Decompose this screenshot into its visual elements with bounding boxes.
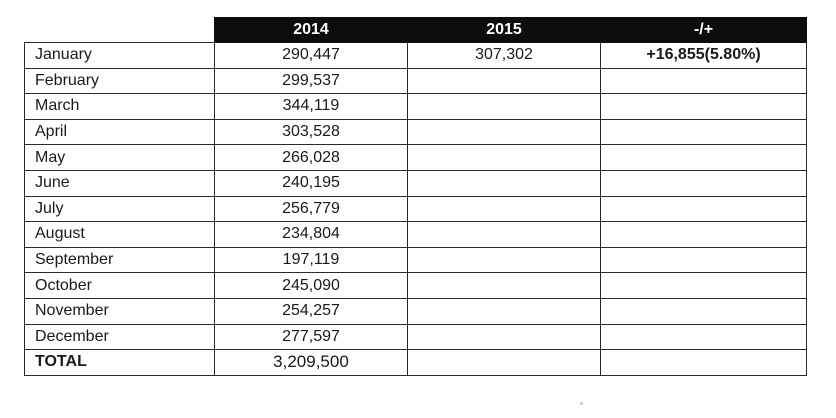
- header-2015: 2015: [408, 18, 601, 43]
- difference-cell: [601, 273, 807, 299]
- value-2015-cell: [408, 298, 601, 324]
- difference-cell: [601, 68, 807, 94]
- value-2014-cell: 299,537: [215, 68, 408, 94]
- table-row: [25, 324, 807, 350]
- value-2014-cell: 245,090: [215, 273, 408, 299]
- month-cell: July: [25, 196, 215, 222]
- month-cell: April: [25, 119, 215, 145]
- header-difference: -/+: [601, 18, 807, 43]
- value-2014-cell: 266,028: [215, 145, 408, 171]
- monthly-comparison-table: [24, 17, 807, 376]
- header-2014: 2014: [215, 18, 408, 43]
- table-row: [25, 43, 807, 69]
- month-cell: August: [25, 222, 215, 248]
- value-2014-cell: 240,195: [215, 170, 408, 196]
- value-2015-cell: [408, 145, 601, 171]
- difference-cell: [601, 222, 807, 248]
- difference-cell: [601, 170, 807, 196]
- month-cell: February: [25, 68, 215, 94]
- table-row: [25, 94, 807, 120]
- month-cell: September: [25, 247, 215, 273]
- month-cell: November: [25, 298, 215, 324]
- difference-cell: [601, 145, 807, 171]
- value-2014-cell: 234,804: [215, 222, 408, 248]
- total-2015-cell: [408, 350, 601, 376]
- value-2014-cell: 344,119: [215, 94, 408, 120]
- table-row: [25, 273, 807, 299]
- value-2014-cell: 254,257: [215, 298, 408, 324]
- header-corner-cell: [25, 18, 215, 43]
- scan-speck: [580, 402, 583, 405]
- table-row: [25, 222, 807, 248]
- difference-cell: [601, 119, 807, 145]
- value-2015-cell: [408, 196, 601, 222]
- month-cell: January: [25, 43, 215, 69]
- value-2015-cell: [408, 247, 601, 273]
- table-row: [25, 247, 807, 273]
- table-body: [25, 43, 807, 376]
- value-2015-cell: [408, 170, 601, 196]
- month-cell: May: [25, 145, 215, 171]
- difference-cell: [601, 196, 807, 222]
- value-2015-cell: [408, 94, 601, 120]
- value-2015-cell: [408, 119, 601, 145]
- value-2014-cell: 303,528: [215, 119, 408, 145]
- table-row: [25, 170, 807, 196]
- value-2015-cell: [408, 68, 601, 94]
- difference-cell: +16,855(5.80%): [601, 43, 807, 69]
- table-row: [25, 68, 807, 94]
- month-cell: December: [25, 324, 215, 350]
- month-cell: October: [25, 273, 215, 299]
- value-2014-cell: 256,779: [215, 196, 408, 222]
- header-row: [25, 18, 807, 43]
- value-2014-cell: 197,119: [215, 247, 408, 273]
- value-2015-cell: [408, 273, 601, 299]
- table-row: [25, 298, 807, 324]
- table-row: [25, 119, 807, 145]
- difference-cell: [601, 298, 807, 324]
- table-row: [25, 196, 807, 222]
- difference-cell: [601, 94, 807, 120]
- value-2015-cell: [408, 222, 601, 248]
- table-header: [25, 18, 807, 43]
- table-row: [25, 145, 807, 171]
- total-row: [25, 350, 807, 376]
- value-2015-cell: [408, 324, 601, 350]
- value-2015-cell: 307,302: [408, 43, 601, 69]
- difference-cell: [601, 324, 807, 350]
- month-cell: June: [25, 170, 215, 196]
- total-difference-cell: [601, 350, 807, 376]
- total-label-cell: TOTAL: [25, 350, 215, 376]
- value-2014-cell: 290,447: [215, 43, 408, 69]
- difference-cell: [601, 247, 807, 273]
- value-2014-cell: 277,597: [215, 324, 408, 350]
- total-2014-cell: 3,209,500: [215, 350, 408, 376]
- month-cell: March: [25, 94, 215, 120]
